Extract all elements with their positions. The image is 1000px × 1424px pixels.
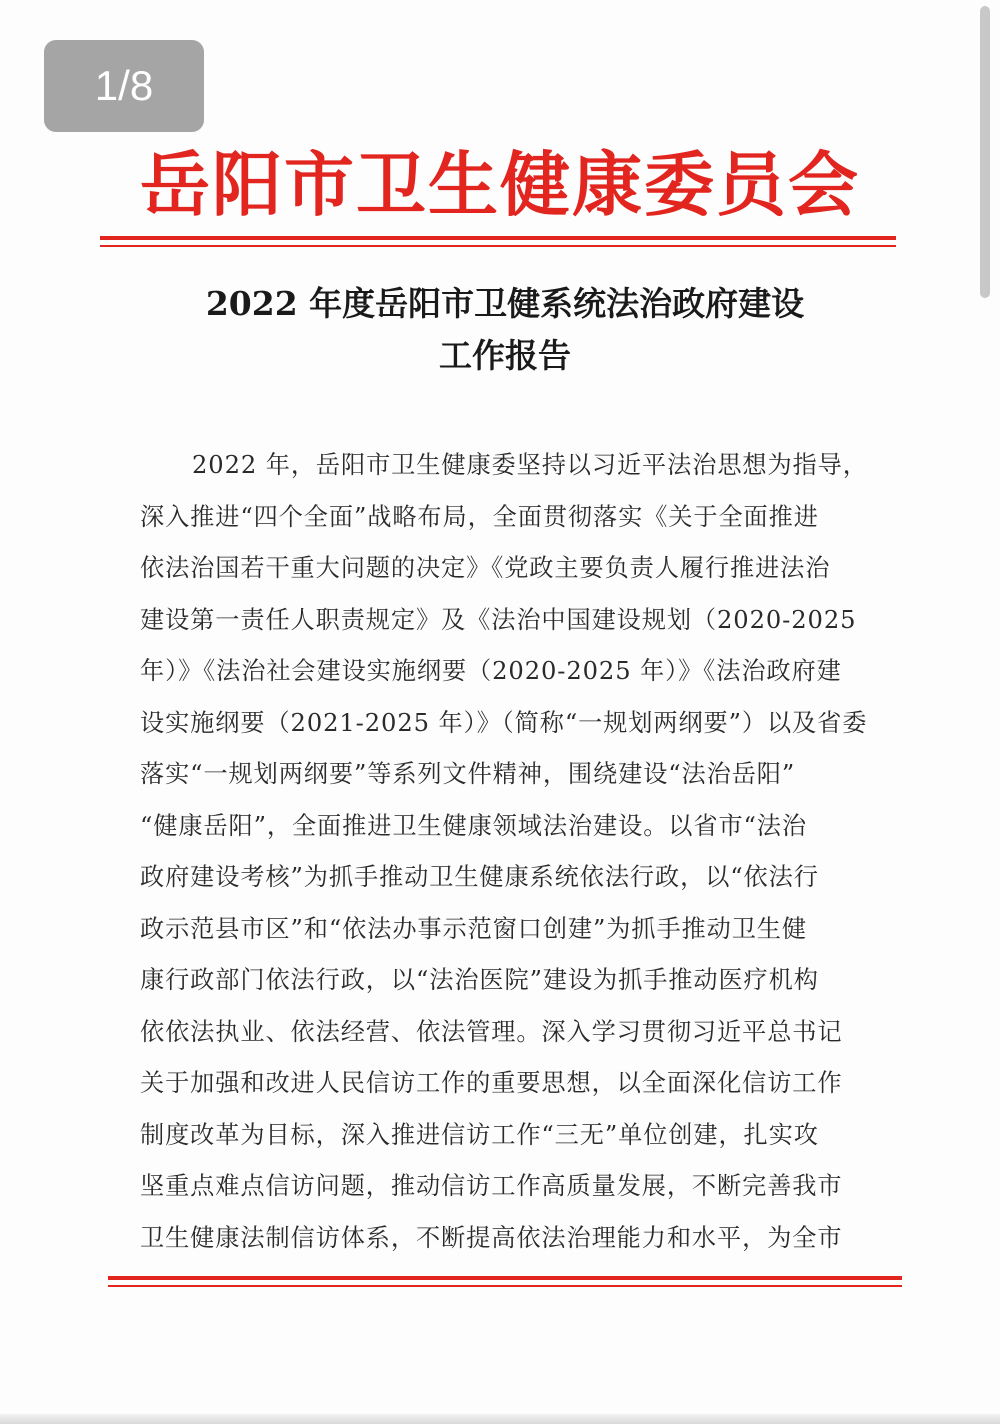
- document-title: [120, 278, 890, 382]
- body-line: 坚重点难点信访问题，推动信访工作高质量发展，不断完善我市: [140, 1172, 843, 1200]
- body-line: 政府建设考核”为抓手推动卫生健康系统依法行政，以“依法行: [140, 863, 819, 891]
- page-indicator: 1/8: [44, 40, 204, 132]
- body-line: 政示范县市区”和“依法办事示范窗口创建”为抓手推动卫生健: [140, 914, 807, 943]
- footer-red-rule: [108, 1276, 902, 1280]
- body-line: 制度改革为目标，深入推进信访工作“三无”单位创建，扎实攻: [140, 1120, 819, 1149]
- body-line: 深入推进“四个全面”战略布局，全面贯彻落实《关于全面推进: [140, 502, 819, 531]
- body-line: 落实“一规划两纲要”等系列文件精神，围绕建设“法治岳阳”: [140, 760, 796, 788]
- body-line: 依法治国若干重大问题的决定》《党政主要负责人履行推进法治: [140, 554, 831, 582]
- body-line: 卫生健康法制信访体系，不断提高依法治理能力和水平，为全市: [140, 1223, 843, 1252]
- scrollbar-thumb[interactable]: [980, 6, 990, 298]
- scrollbar[interactable]: [980, 0, 994, 1424]
- body-paragraph: [140, 440, 880, 1264]
- body-line: 建设第一责任人职责规定》及《法治中国建设规划（2020-2025: [140, 605, 857, 634]
- body-line: 年）》《法治社会建设实施纲要（2020-2025 年）》《法治政府建: [140, 657, 842, 685]
- header-red-rule: [100, 236, 896, 240]
- footer-red-rule-thin: [108, 1285, 902, 1287]
- page-edge: [0, 1414, 1000, 1424]
- body-line: 依依法执业、依法经营、依法管理。深入学习贯彻习近平总书记: [140, 1017, 843, 1046]
- body-line: 关于加强和改进人民信访工作的重要思想，以全面深化信访工作: [140, 1069, 843, 1097]
- body-line: “健康岳阳”，全面推进卫生健康领域法治建设。以省市“法治: [140, 811, 807, 840]
- body-line: 2022 年，岳阳市卫生健康委坚持以习近平法治思想为指导，: [192, 451, 868, 479]
- body-line: 设实施纲要（2021-2025 年）》（简称“一规划两纲要”）以及省委: [140, 708, 868, 737]
- title-line: 2022 年度岳阳市卫健系统法治政府建设: [205, 284, 805, 323]
- header-red-rule-thin: [100, 245, 896, 247]
- title-line: 工作报告: [439, 336, 571, 375]
- org-header: 岳阳市卫生健康委员会: [140, 143, 860, 226]
- body-line: 康行政部门依法行政，以“法治医院”建设为抓手推动医疗机构: [140, 966, 819, 994]
